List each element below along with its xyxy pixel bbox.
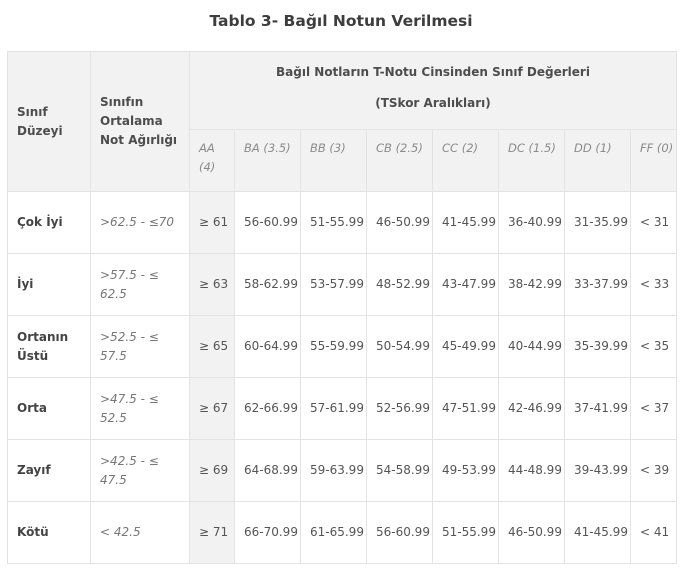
tscore-range-cell: 57-61.99 [301, 378, 367, 440]
tscore-range-cell: 55-59.99 [301, 316, 367, 378]
header-class-level: Sınıf Düzeyi [8, 52, 91, 192]
table-row [8, 378, 677, 440]
grade-header-cell: CC (2) [433, 130, 499, 192]
table-row [8, 254, 677, 316]
tscore-range-cell: 45-49.99 [433, 316, 499, 378]
tscore-range-cell: < 31 [631, 192, 677, 254]
table-body [8, 192, 677, 564]
tscore-range-cell: 48-52.99 [367, 254, 433, 316]
tscore-range-cell: 49-53.99 [433, 440, 499, 502]
tscore-range-cell: 58-62.99 [235, 254, 301, 316]
grade-header-cell: CB (2.5) [367, 130, 433, 192]
tscore-range-cell: 59-63.99 [301, 440, 367, 502]
tscore-range-cell: 41-45.99 [433, 192, 499, 254]
tscore-range-cell: 52-56.99 [367, 378, 433, 440]
tscore-range-cell: 64-68.99 [235, 440, 301, 502]
table-caption: Tablo 3- Bağıl Notun Verilmesi [209, 12, 473, 30]
tscore-range-cell: 46-50.99 [367, 192, 433, 254]
tscore-range-cell: 56-60.99 [235, 192, 301, 254]
class-level-cell: Orta [8, 378, 91, 440]
tscore-range-cell: ≥ 61 [190, 192, 235, 254]
tscore-range-cell: 31-35.99 [565, 192, 631, 254]
tscore-range-cell: < 39 [631, 440, 677, 502]
table-row [8, 192, 677, 254]
class-average-cell: >62.5 - ≤70 [91, 192, 190, 254]
tscore-range-cell: 36-40.99 [499, 192, 565, 254]
tscore-range-cell: 53-57.99 [301, 254, 367, 316]
grade-header-cell: AA (4) [190, 130, 235, 192]
tscore-range-cell: 51-55.99 [433, 502, 499, 564]
tscore-range-cell: 54-58.99 [367, 440, 433, 502]
class-average-cell: >42.5 - ≤ 47.5 [91, 440, 190, 502]
class-average-cell: >47.5 - ≤ 52.5 [91, 378, 190, 440]
tscore-range-cell: 51-55.99 [301, 192, 367, 254]
tscore-range-cell: 33-37.99 [565, 254, 631, 316]
tscore-range-cell: ≥ 67 [190, 378, 235, 440]
class-average-cell: >52.5 - ≤ 57.5 [91, 316, 190, 378]
tscore-range-cell: < 35 [631, 316, 677, 378]
tscore-range-cell: 37-41.99 [565, 378, 631, 440]
tscore-range-cell: 44-48.99 [499, 440, 565, 502]
tscore-range-cell: ≥ 65 [190, 316, 235, 378]
tscore-range-cell: 35-39.99 [565, 316, 631, 378]
grade-header-cell: DC (1.5) [499, 130, 565, 192]
tscore-range-cell: 43-47.99 [433, 254, 499, 316]
grade-header-cell: DD (1) [565, 130, 631, 192]
class-level-cell: Ortanın Üstü [8, 316, 91, 378]
class-level-cell: Kötü [8, 502, 91, 564]
grade-header-cell: BB (3) [301, 130, 367, 192]
class-average-cell: < 42.5 [91, 502, 190, 564]
class-level-cell: Çok İyi [8, 192, 91, 254]
tscore-range-cell: 47-51.99 [433, 378, 499, 440]
tscore-range-cell: 62-66.99 [235, 378, 301, 440]
grade-header-cell: FF (0) [631, 130, 677, 192]
header-class-average: Sınıfın Ortalama Not Ağırlığı [91, 52, 190, 192]
tscore-range-cell: 46-50.99 [499, 502, 565, 564]
tscore-range-cell: 61-65.99 [301, 502, 367, 564]
tscore-range-cell: 60-64.99 [235, 316, 301, 378]
tscore-range-cell: 38-42.99 [499, 254, 565, 316]
class-level-cell: İyi [8, 254, 91, 316]
table-row [8, 502, 677, 564]
tscore-range-cell: < 37 [631, 378, 677, 440]
tscore-range-cell: ≥ 69 [190, 440, 235, 502]
tscore-range-cell: ≥ 71 [190, 502, 235, 564]
tscore-range-cell: 39-43.99 [565, 440, 631, 502]
header-tscore-title: Bağıl Notların T-Notu Cinsinden Sınıf Değerleri [190, 52, 677, 94]
class-average-cell: >57.5 - ≤ 62.5 [91, 254, 190, 316]
class-level-cell: Zayıf [8, 440, 91, 502]
tscore-range-cell: 56-60.99 [367, 502, 433, 564]
tscore-range-cell: 40-44.99 [499, 316, 565, 378]
table-row [8, 440, 677, 502]
tscore-range-cell: ≥ 63 [190, 254, 235, 316]
tscore-range-cell: 50-54.99 [367, 316, 433, 378]
tscore-range-cell: < 41 [631, 502, 677, 564]
header-tscore-subtitle: (TSkor Aralıkları) [190, 94, 677, 130]
tscore-range-cell: 66-70.99 [235, 502, 301, 564]
tscore-range-cell: 41-45.99 [565, 502, 631, 564]
grade-table [7, 51, 677, 564]
tscore-range-cell: 42-46.99 [499, 378, 565, 440]
table-row [8, 316, 677, 378]
tscore-range-cell: < 33 [631, 254, 677, 316]
grade-header-cell: BA (3.5) [235, 130, 301, 192]
